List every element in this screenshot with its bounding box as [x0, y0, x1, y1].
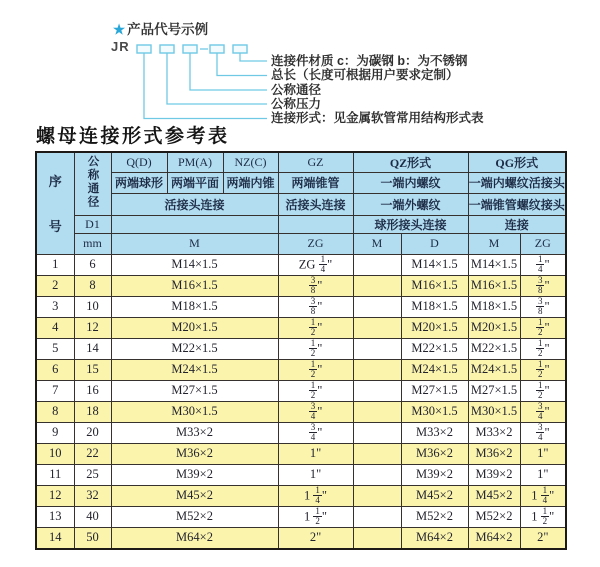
cell-qg-zg: $\frac{1}{2}$ " — [520, 317, 566, 338]
cell-qg-m: M64×2 — [468, 527, 520, 549]
table-row — [36, 422, 566, 443]
table-row — [36, 464, 566, 485]
cell-seq: 11 — [36, 464, 74, 485]
cell-seq: 5 — [36, 338, 74, 359]
star-icon: ★ — [113, 22, 126, 37]
cell-zg: ZG $\frac{1}{4}$ " — [278, 254, 353, 275]
header-seq — [36, 152, 74, 254]
cell-qg-zg: $\frac{3}{8}$ " — [520, 275, 566, 296]
cell-seq: 14 — [36, 527, 74, 549]
cell-qg-zg: $\frac{3}{8}$ " — [520, 296, 566, 317]
cell-m: M24×1.5 — [111, 359, 278, 380]
header-dn — [74, 152, 111, 215]
cell-m: M33×2 — [111, 422, 278, 443]
cell-m: M14×1.5 — [111, 254, 278, 275]
cell-qz-d: M39×2 — [401, 464, 468, 485]
cell-qz-d: M45×2 — [401, 485, 468, 506]
table-row — [36, 359, 566, 380]
cell-seq: 1 — [36, 254, 74, 275]
header-gz-desc: 两端锥管 — [278, 172, 353, 193]
table-title: 螺母连接形式参考表 — [36, 125, 230, 147]
cell-qg-zg: 1 $\frac{1}{4}$ " — [520, 485, 566, 506]
code-label: 连接形式：见金属软管常用结构形式表 — [271, 111, 484, 125]
header-q-desc: 两端球形 — [111, 172, 167, 193]
cell-qg-zg: 1" — [520, 443, 566, 464]
cell-qz-d: M22×1.5 — [401, 338, 468, 359]
cell-dn: 6 — [74, 254, 111, 275]
header-qg-conn: 连接 — [468, 215, 566, 233]
header-empty — [278, 215, 353, 233]
cell-qz-m — [353, 338, 401, 359]
cell-qz-d: M30×1.5 — [401, 401, 468, 422]
cell-qz-m — [353, 380, 401, 401]
cell-qz-d: M14×1.5 — [401, 254, 468, 275]
table-row — [36, 338, 566, 359]
code-label: 公称压力 — [271, 97, 322, 111]
cell-qz-d: M18×1.5 — [401, 296, 468, 317]
cell-qg-zg: 1" — [520, 464, 566, 485]
cell-dn: 25 — [74, 464, 111, 485]
header-gz-conn: 活接头连接 — [278, 193, 353, 215]
cell-seq: 4 — [36, 317, 74, 338]
cell-zg: $\frac{3}{4}$ " — [278, 422, 353, 443]
code-label: 总长（长度可根据用户要求定制） — [271, 68, 459, 82]
table-row — [36, 443, 566, 464]
header-qz-d-label: D — [401, 233, 468, 254]
header-col-qz: QZ形式 — [353, 152, 468, 172]
cell-qg-m: M36×2 — [468, 443, 520, 464]
cell-qg-m: M52×2 — [468, 506, 520, 527]
cell-m: M20×1.5 — [111, 317, 278, 338]
cell-seq: 6 — [36, 359, 74, 380]
cell-dn: 12 — [74, 317, 111, 338]
cell-qz-d: M36×2 — [401, 443, 468, 464]
cell-seq: 10 — [36, 443, 74, 464]
cell-seq: 3 — [36, 296, 74, 317]
table-row — [36, 485, 566, 506]
cell-dn: 40 — [74, 506, 111, 527]
diagram-heading — [113, 18, 208, 38]
diagram-heading-text: 产品代号示例 — [127, 22, 209, 37]
cell-qz-m — [353, 422, 401, 443]
table-header — [36, 152, 566, 254]
header-col-qg: QG形式 — [468, 152, 566, 172]
cell-qz-d: M64×2 — [401, 527, 468, 549]
cell-dn: 15 — [74, 359, 111, 380]
cell-qz-m — [353, 317, 401, 338]
cell-zg: $\frac{1}{2}$ " — [278, 380, 353, 401]
table-row — [36, 275, 566, 296]
cell-qz-m — [353, 296, 401, 317]
cell-m: M39×2 — [111, 464, 278, 485]
header-col-gz: GZ — [278, 152, 353, 172]
header-nz-desc: 两端内锥 — [223, 172, 278, 193]
table-row — [36, 317, 566, 338]
header-qg-zg-label: ZG — [520, 233, 566, 254]
cell-zg: 1" — [278, 443, 353, 464]
code-prefix: JR — [111, 39, 130, 54]
cell-qg-zg: 1 $\frac{1}{2}$ " — [520, 506, 566, 527]
cell-m: M22×1.5 — [111, 338, 278, 359]
cell-qz-m — [353, 401, 401, 422]
header-union-conn: 活接头连接 — [111, 193, 278, 215]
cell-zg: 1 $\frac{1}{4}$ " — [278, 485, 353, 506]
cell-qz-d: M24×1.5 — [401, 359, 468, 380]
cell-m: M36×2 — [111, 443, 278, 464]
cell-zg: $\frac{1}{2}$ " — [278, 359, 353, 380]
header-qg-m-label: M — [468, 233, 520, 254]
cell-dn: 8 — [74, 275, 111, 296]
cell-dn: 10 — [74, 296, 111, 317]
cell-zg: $\frac{3}{8}$ " — [278, 275, 353, 296]
cell-qz-m — [353, 275, 401, 296]
cell-seq: 13 — [36, 506, 74, 527]
header-col-pm: PM(A) — [167, 152, 223, 172]
cell-seq: 12 — [36, 485, 74, 506]
cell-qg-m: M24×1.5 — [468, 359, 520, 380]
cell-qz-m — [353, 506, 401, 527]
cell-qz-d: M20×1.5 — [401, 317, 468, 338]
table-body — [36, 254, 566, 549]
cell-qg-m: M30×1.5 — [468, 401, 520, 422]
cell-qz-d: M52×2 — [401, 506, 468, 527]
cell-qg-m: M27×1.5 — [468, 380, 520, 401]
header-qz-m-label: M — [353, 233, 401, 254]
cell-qg-m: M39×2 — [468, 464, 520, 485]
cell-zg: $\frac{1}{2}$ " — [278, 338, 353, 359]
cell-qz-m — [353, 527, 401, 549]
cell-qz-m — [353, 485, 401, 506]
header-empty — [111, 215, 278, 233]
cell-qg-zg: $\frac{3}{4}$ " — [520, 401, 566, 422]
cell-m: M64×2 — [111, 527, 278, 549]
cell-m: M45×2 — [111, 485, 278, 506]
header-col-nz: NZ(C) — [223, 152, 278, 172]
header-d1: D1 — [74, 215, 111, 233]
header-seq-top: 序 — [48, 174, 62, 190]
cell-zg: $\frac{1}{2}$ " — [278, 317, 353, 338]
cell-qg-zg: $\frac{3}{4}$ " — [520, 422, 566, 443]
cell-qz-m — [353, 254, 401, 275]
cell-qz-m — [353, 464, 401, 485]
cell-qz-m — [353, 443, 401, 464]
cell-zg: $\frac{3}{8}$ " — [278, 296, 353, 317]
cell-qg-zg: $\frac{1}{2}$ " — [520, 380, 566, 401]
cell-qg-m: M22×1.5 — [468, 338, 520, 359]
cell-qg-zg: $\frac{1}{2}$ " — [520, 338, 566, 359]
cell-qg-m: M18×1.5 — [468, 296, 520, 317]
header-dn-text: 公称通径 — [86, 154, 99, 209]
cell-qg-m: M20×1.5 — [468, 317, 520, 338]
header-zg-label: ZG — [278, 233, 353, 254]
table-row — [36, 380, 566, 401]
cell-zg: 1" — [278, 464, 353, 485]
code-label: 连接件材质 c：为碳钢 b：为不锈钢 — [271, 54, 468, 68]
cell-qz-d: M33×2 — [401, 422, 468, 443]
cell-zg: $\frac{3}{4}$ " — [278, 401, 353, 422]
table-row — [36, 527, 566, 549]
cell-dn: 20 — [74, 422, 111, 443]
cell-qz-m — [353, 359, 401, 380]
cell-m: M52×2 — [111, 506, 278, 527]
header-qz-desc2: 一端外螺纹 — [353, 193, 468, 215]
cell-seq: 7 — [36, 380, 74, 401]
cell-qg-zg: 2" — [520, 527, 566, 549]
nut-connection-table — [35, 151, 567, 550]
header-qz-desc1: 一端内螺纹 — [353, 172, 468, 193]
header-col-q: Q(D) — [111, 152, 167, 172]
code-label: 公称通径 — [271, 83, 322, 97]
cell-m: M18×1.5 — [111, 296, 278, 317]
header-qz-conn: 球形接头连接 — [353, 215, 468, 233]
cell-qz-d: M16×1.5 — [401, 275, 468, 296]
cell-qg-m: M33×2 — [468, 422, 520, 443]
cell-dn: 14 — [74, 338, 111, 359]
cell-zg: 1 $\frac{1}{2}$ " — [278, 506, 353, 527]
cell-m: M27×1.5 — [111, 380, 278, 401]
cell-dn: 16 — [74, 380, 111, 401]
cell-zg: 2" — [278, 527, 353, 549]
cell-seq: 2 — [36, 275, 74, 296]
header-mm: mm — [74, 233, 111, 254]
table-row — [36, 506, 566, 527]
cell-dn: 22 — [74, 443, 111, 464]
cell-qg-zg: $\frac{1}{2}$ " — [520, 359, 566, 380]
cell-m: M16×1.5 — [111, 275, 278, 296]
cell-qg-m: M45×2 — [468, 485, 520, 506]
table-row — [36, 401, 566, 422]
header-pm-desc: 两端平面 — [167, 172, 223, 193]
cell-qg-m: M14×1.5 — [468, 254, 520, 275]
header-seq-bottom: 号 — [48, 219, 62, 235]
cell-m: M30×1.5 — [111, 401, 278, 422]
cell-dn: 32 — [74, 485, 111, 506]
cell-dn: 50 — [74, 527, 111, 549]
table-row — [36, 254, 566, 275]
cell-qg-m: M16×1.5 — [468, 275, 520, 296]
header-qg-desc2: 一端锥管螺纹接头 — [468, 193, 566, 215]
header-m-label: M — [111, 233, 278, 254]
cell-qg-zg: $\frac{1}{4}$ " — [520, 254, 566, 275]
cell-qz-d: M27×1.5 — [401, 380, 468, 401]
header-qg-desc1: 一端内螺纹活接头 — [468, 172, 566, 193]
table-row — [36, 296, 566, 317]
cell-dn: 18 — [74, 401, 111, 422]
cell-seq: 8 — [36, 401, 74, 422]
cell-seq: 9 — [36, 422, 74, 443]
